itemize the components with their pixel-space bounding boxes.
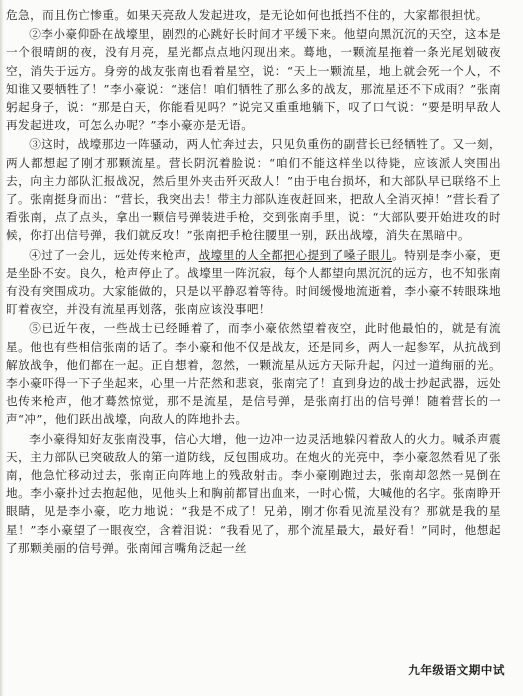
paragraph-5: ⑤已近午夜，一些战士已经睡着了，而李小豪依然望着夜空，此时他最怕的，就是有流星。他也有些相信张南的话了。李小豪和他不仅是战友，还是同乡，两人一起参军，从抗战到解放战争，他们都在一起。正自想着，忽然，一颗流星从远方天际升起，闪过一道绚丽的光。李小豪吓得一下子坐起来，心里一片茫然和悲哀，张南完了！直到身边的战士抄起武器，远处也传来枪声，他才蓦然惊觉，那不是流星，是信号弹，是张南打出的信号弹！随着营长的一声“冲”，他们跃出战壕，向敌人的阵地扑去。 [6,321,501,427]
page-footer: 九年级语文期中试 [408,663,505,677]
paragraph-1: 危急，而且伤亡惨重。如果天亮敌人发起进攻，是无论如何也抵挡不住的，大家都很担忧。 [6,8,488,22]
document-body [6,6,501,557]
scan-edge-shadow [0,0,4,696]
paragraph-2: ②李小豪仰卧在战壕里，剧烈的心跳好长时间才平缓下来。他望向黑沉沉的天空，这本是一个很晴朗的夜，没有月亮，星光都点点地闪现出来。蓦地，一颗流星拖着一条光尾划破夜空，消失于远方。身旁的战友张南也看着星空，说：“天上一颗流星，地上就会死一个人，不知谁又要牺牲了！”李小豪说：“迷信！咱们牺牲了那么多的战友，那流星还不下成雨？”张南躬起身子，说：“那是白天，你能看见吗？”说完又重重地躺下，叹了口气说：“要是明早敌人再发起进攻，可怎么办呢？”李小豪亦是无语。 [6,27,501,133]
paragraph-3: ③这时，战壕那边一阵骚动，两人忙奔过去，只见负重伤的副营长已经牺牲了。又一刻，两人都想起了刚才那颗流星。营长阴沉着脸说：“咱们不能这样坐以待毙，应该派人突围出去，向主力部队汇报战况，然后里外夹击歼灭敌人！”由于电台损坏，和大部队早已联络不上了。张南挺身而出：“营长，我突出去！带主力部队连夜赶回来，把敌人全消灭掉！”营长看了看张南，点了点头，拿出一颗信号弹装进手枪，交到张南手里，说：“大部队要开始进攻的时候，你打出信号弹，我们就反攻！”张南把手枪往腰里一别，跃出战壕，消失在黑暗中。 [6,137,501,243]
paragraph-text: 。特别是李小豪，更是坐卧不安。良久，枪声停止了。战壕里一阵沉寂，每个人都望向黑沉沉的远方，也不知张南有没有突围成功。大家能做的，只是以平静忍着等待。时间缓慢地流逝着，李小豪不转眼珠地盯着夜空，并没有流星再划落，张南应该没事吧！ [6,247,501,317]
paragraph-text: ④过了一会儿，远处传来枪声， [29,247,199,262]
paragraph-4 [6,246,501,319]
paragraph-6: 李小豪得知好友张南没事，信心大增，他一边冲一边灵活地躲闪着敌人的火力。喊杀声震天，主力部队已突破敌人的第一道防线，反包围成功。在炮火的光亮中，李小豪忽然看见了张南，他急忙移动过去，张南正向阵地上的残敌射击。李小豪刚跑过去，张南却忽然一晃倒在地。李小豪扑过去抱起他，见他头上和胸前都冒出血来，一时心慌，大喊他的名字。张南睁开眼睛，见是李小豪，吃力地说：“我是不成了！兄弟，刚才你看见流星没有？那就是我的星星！”李小豪望了一眼夜空，含着泪说：“我看见了，那个流星最大，最好看！”同时，他想起了那颗美丽的信号弹。张南闻言嘴角泛起一丝 [6,431,501,555]
underlined-phrase: 战壕里的人全都把心提到了嗓子眼儿 [198,247,393,262]
